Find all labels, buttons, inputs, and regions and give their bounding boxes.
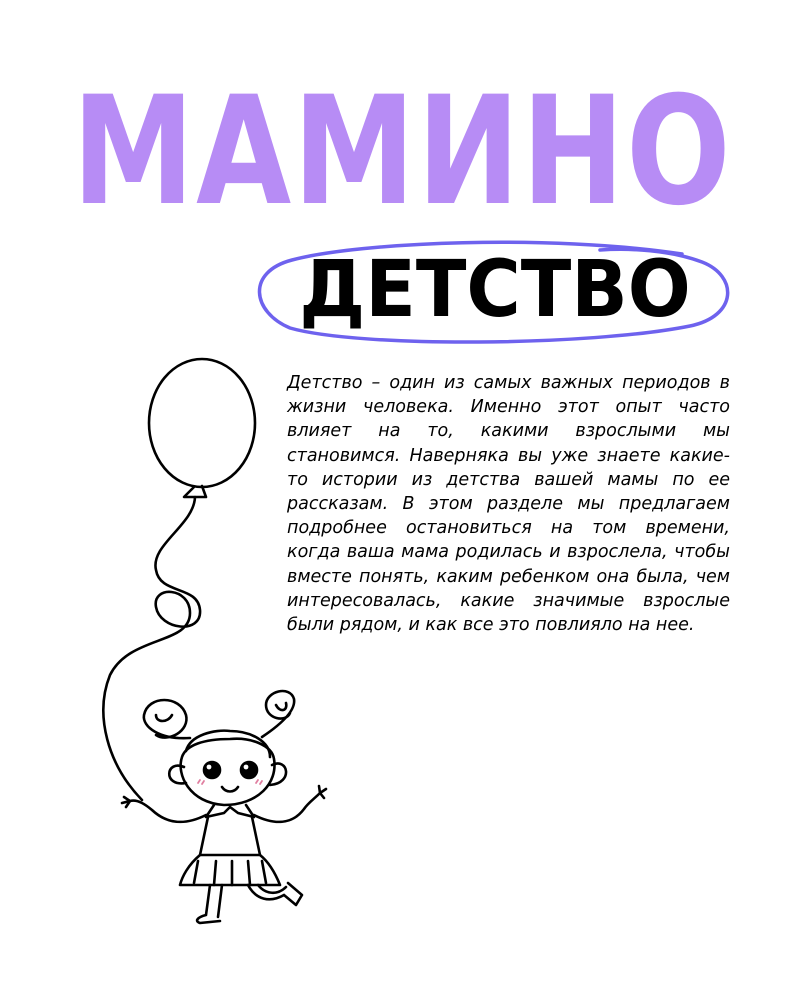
page-subtitle: ДЕТСТВО (299, 245, 691, 335)
left-arm (130, 801, 206, 822)
dress-top (200, 817, 260, 855)
mouth (222, 787, 238, 792)
subtitle-block (250, 236, 740, 348)
right-arm (254, 793, 320, 822)
head (181, 739, 275, 805)
girl-with-balloon-illustration (90, 355, 340, 925)
right-pigtail (262, 691, 294, 737)
right-eye (241, 762, 257, 778)
left-leg (197, 885, 222, 923)
balloon-string (103, 497, 200, 800)
collar (206, 805, 254, 817)
left-eye (204, 762, 220, 778)
page-title: МАМИНО (72, 65, 733, 239)
intro-paragraph: Детство – один из самых важных периодов в жизни человека. Именно этот опыт часто влияет на то, какими взрослыми мы становимся. Наверняка вы уже знаете какие-то истории из детства вашей мамы по ее рассказам. В этом разделе мы предлагаем подробнее остановиться на том времени, когда ваша мама родилась и взрослела, чтобы вместе понять, каким ребенком она была, чем интересовалась, какие значимые взрослые были рядом, и как все это повлияло на нее. (287, 373, 730, 636)
balloon (149, 359, 255, 487)
balloon-knot (184, 486, 206, 497)
